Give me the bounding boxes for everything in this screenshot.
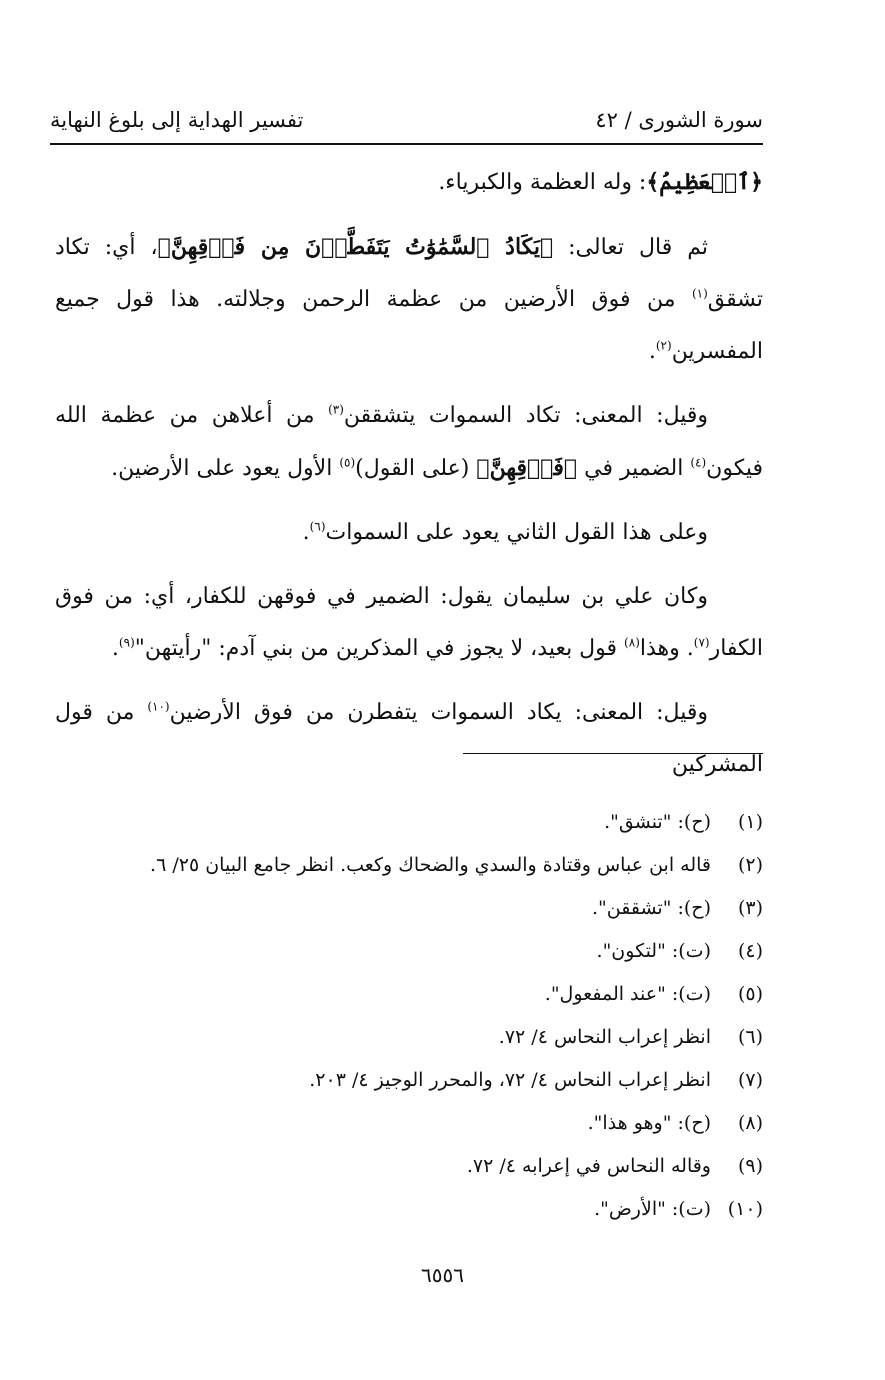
footnote-separator xyxy=(463,753,763,754)
quran-quote: ﴿يَكَادُ ٱلسَّمَٰوَٰتُ يَتَفَطَّرۡنَ مِن فَوۡقِهِنَّ﴾ xyxy=(157,234,554,260)
text-run: . xyxy=(302,520,310,545)
paragraph xyxy=(55,156,763,209)
paragraph xyxy=(55,571,763,675)
footnote-text: (ح): "وهو هذا". xyxy=(587,1111,711,1134)
footnote xyxy=(60,843,763,886)
footnote-marker: (٦) xyxy=(309,519,326,534)
text-run: . xyxy=(111,636,119,661)
header-rule xyxy=(50,143,763,145)
text-run: وقيل: المعنى: يكاد السموات يتفطرن من فوق الأرضين xyxy=(169,700,708,725)
text-run: الأول يعود على الأرضين. xyxy=(111,456,340,481)
footnotes xyxy=(60,800,763,1230)
footnote-text: وقاله النحاس في إعرابه ٤/ ٧٢. xyxy=(466,1154,711,1177)
text-run: من فوق الأرضين من عظمة الرحمن وجلالته. هذا قول جميع المفسرين xyxy=(55,287,763,364)
text-run: من قول المشركين xyxy=(55,700,763,777)
footnote xyxy=(60,886,763,929)
main-text xyxy=(55,156,763,803)
footnote xyxy=(60,929,763,972)
running-header xyxy=(50,92,763,132)
paragraph xyxy=(55,687,763,791)
footnote-text: (ح): "تنشق". xyxy=(604,810,711,833)
footnote-text: انظر إعراب النحاس ٤/ ٧٢، والمحرر الوجيز ٤/ ٢٠٣. xyxy=(309,1068,711,1091)
paragraph xyxy=(55,390,763,495)
footnote-number: (٩) xyxy=(737,1154,763,1177)
footnote-marker: (١) xyxy=(691,286,708,301)
footnote-marker: (٨) xyxy=(624,635,640,650)
text-run: ثم قال تعالى: xyxy=(553,235,708,260)
text-run: ، أي: تكاد تشقق xyxy=(55,235,763,312)
footnote-marker: (٤) xyxy=(690,455,707,470)
footnote xyxy=(60,1058,763,1101)
footnote-number: (٨) xyxy=(737,1111,763,1134)
paragraph xyxy=(55,507,763,559)
footnote-number: (٢) xyxy=(737,853,763,876)
quran-quote: ﴿فَوۡقِهِنَّ﴾ xyxy=(476,455,578,481)
footnote xyxy=(60,1144,763,1187)
paragraph xyxy=(55,221,763,378)
footnote-marker: (٩) xyxy=(118,635,135,650)
footnote-number: (٣) xyxy=(737,896,763,919)
footnote xyxy=(60,1187,763,1230)
footnote-text: قاله ابن عباس وقتادة والسدي والضحاك وكعب. انظر جامع البيان ٢٥/ ٦. xyxy=(150,853,711,876)
surah-reference: سورة الشورى / ٤٢ xyxy=(595,108,763,132)
footnote-number: (٤) xyxy=(737,939,763,962)
quran-quote: ﴿ٱلۡعَظِيمُ﴾ xyxy=(646,169,763,195)
footnote xyxy=(60,1101,763,1144)
text-run: وعلى هذا القول الثاني يعود على السموات xyxy=(325,520,708,545)
footnote-marker: (١٠) xyxy=(147,699,170,714)
footnote-marker: (٥) xyxy=(339,455,356,470)
footnote xyxy=(60,800,763,843)
footnote-marker: (٢) xyxy=(655,338,672,353)
book-title: تفسير الهداية إلى بلوغ النهاية xyxy=(50,108,304,132)
text-run: (على القول) xyxy=(355,456,477,481)
footnote-number: (١٠) xyxy=(727,1197,763,1220)
footnote-number: (٦) xyxy=(737,1025,763,1048)
text-run: الضمير في xyxy=(577,456,691,481)
footnote-number: (٧) xyxy=(737,1068,763,1091)
text-run: : وله العظمة والكبرياء. xyxy=(438,170,647,195)
text-run: وقيل: المعنى: تكاد السموات يتشققن xyxy=(343,403,709,428)
footnote-number: (١) xyxy=(737,810,763,833)
footnote-marker: (٧) xyxy=(693,635,710,650)
text-run: قول بعيد، لا يجوز في المذكرين من بني آدم: "رأيتهن" xyxy=(134,636,625,661)
footnote-text: (ت): "الأرض". xyxy=(594,1197,711,1220)
footnote-text: (ت): "لتكون". xyxy=(596,939,711,962)
footnote xyxy=(60,1015,763,1058)
footnote xyxy=(60,972,763,1015)
footnote-marker: (٣) xyxy=(328,402,344,417)
text-run: . وهذا xyxy=(639,636,694,661)
footnote-text: (ح): "تشققن". xyxy=(592,896,711,919)
page-number: ٦٥٥٦ xyxy=(421,1263,464,1287)
footnote-number: (٥) xyxy=(737,982,763,1005)
footnote-text: (ت): "عند المفعول". xyxy=(544,982,711,1005)
text-run: . xyxy=(648,339,656,364)
text-run: وكان علي بن سليمان يقول: الضمير في فوقهن للكفار، أي: من فوق الكفار xyxy=(55,584,763,661)
text-run: من أعلاهن من عظمة الله فيكون xyxy=(55,403,763,481)
footnote-text: انظر إعراب النحاس ٤/ ٧٢. xyxy=(498,1025,711,1048)
